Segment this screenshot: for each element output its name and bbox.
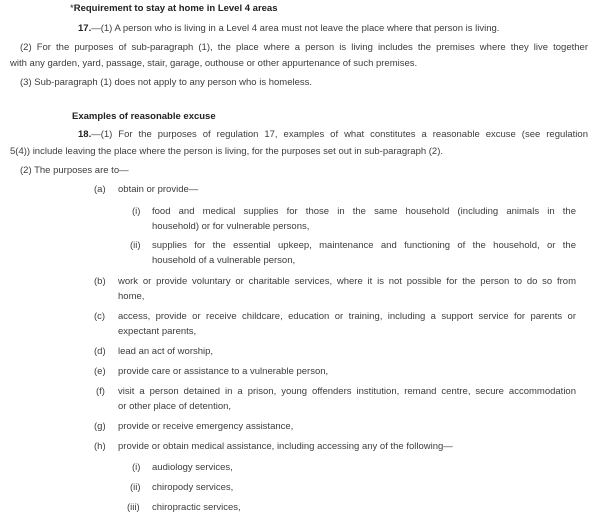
item-a-label: (a) bbox=[94, 184, 106, 195]
item-c-label: (c) bbox=[94, 311, 106, 322]
reg17-para-2-line-1: (2) For the purposes of sub-paragraph (1), the place where a person is living includes the premises where they live together bbox=[20, 42, 588, 53]
item-f-label: (f) bbox=[96, 386, 105, 397]
reg18-para-2-intro: (2) The purposes are to— bbox=[20, 165, 129, 176]
item-h-i-text: audiology services, bbox=[152, 462, 233, 473]
reg17-para-2-line-2: with any garden, yard, passage, stair, garage, outhouse or other appurtenance of such premises. bbox=[10, 58, 418, 69]
reg18-number: 18. bbox=[78, 129, 92, 140]
item-b-line-1: work or provide voluntary or charitable services, where it is not possible for the person to do so from bbox=[118, 276, 576, 287]
item-g-text: provide or receive emergency assistance, bbox=[118, 421, 294, 432]
reg17-heading: *Requirement to stay at home in Level 4 areas bbox=[70, 3, 278, 14]
item-b-line-2: home, bbox=[118, 291, 145, 302]
item-c-line-2: expectant parents, bbox=[118, 326, 197, 337]
item-h-iii-label: (iii) bbox=[127, 502, 140, 513]
item-a-i-line-2: household) or for vulnerable persons, bbox=[152, 221, 310, 232]
footnote-marker: * bbox=[70, 3, 74, 14]
item-h-text: provide or obtain medical assistance, including accessing any of the following— bbox=[118, 441, 453, 452]
item-f-line-1: visit a person detained in a prison, young offenders institution, remand centre, secure accommodation bbox=[118, 386, 576, 397]
reg17-para-1: 17.—(1) A person who is living in a Level 4 area must not leave the place where that person is living. bbox=[78, 23, 500, 34]
reg18-heading: Examples of reasonable excuse bbox=[72, 111, 216, 122]
item-a-text: obtain or provide— bbox=[118, 184, 199, 195]
reg18-para-1-line-2: 5(4)) include leaving the place where the person is living, for the purposes set out in sub-paragraph (2). bbox=[10, 146, 444, 157]
item-h-iii-text: chiropractic services, bbox=[152, 502, 241, 513]
item-h-ii-label: (ii) bbox=[130, 482, 141, 493]
item-d-label: (d) bbox=[94, 346, 106, 357]
item-e-label: (e) bbox=[94, 366, 106, 377]
reg18-para-1-line-1: 18.—(1) For the purposes of regulation 17, examples of what constitutes a reasonable excuse (see regulation bbox=[78, 129, 588, 140]
reg17-para-3: (3) Sub-paragraph (1) does not apply to any person who is homeless. bbox=[20, 77, 313, 88]
item-a-i-line-1: food and medical supplies for those in the same household (including animals in the bbox=[152, 206, 576, 217]
item-b-label: (b) bbox=[94, 276, 106, 287]
item-h-ii-text: chiropody services, bbox=[152, 482, 234, 493]
item-h-label: (h) bbox=[94, 441, 106, 452]
item-f-line-2: or other place of detention, bbox=[118, 401, 232, 412]
reg17-number: 17. bbox=[78, 23, 92, 34]
item-d-text: lead an act of worship, bbox=[118, 346, 214, 357]
item-c-line-1: access, provide or receive childcare, education or training, including a support service for parents or bbox=[118, 311, 576, 322]
item-h-i-label: (i) bbox=[132, 462, 141, 473]
item-a-ii-label: (ii) bbox=[130, 240, 141, 251]
item-e-text: provide care or assistance to a vulnerable person, bbox=[118, 366, 329, 377]
item-a-ii-line-2: household of a vulnerable person, bbox=[152, 255, 296, 266]
item-a-ii-line-1: supplies for the essential upkeep, maintenance and functioning of the household, or the bbox=[152, 240, 576, 251]
item-g-label: (g) bbox=[94, 421, 106, 432]
item-a-i-label: (i) bbox=[132, 206, 141, 217]
